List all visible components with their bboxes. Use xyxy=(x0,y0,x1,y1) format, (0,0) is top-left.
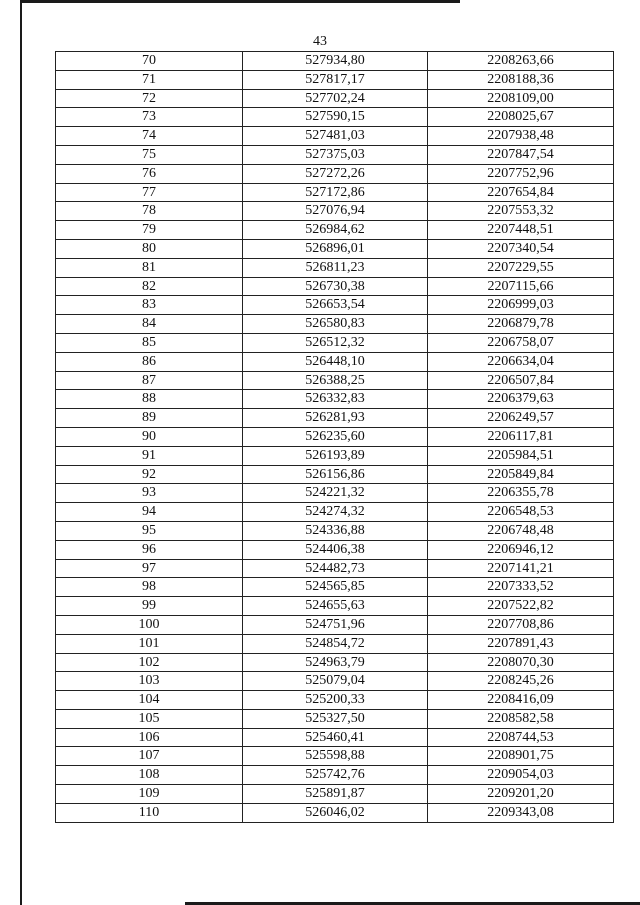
y-coordinate-cell: 2208582,58 xyxy=(428,709,614,728)
table-row xyxy=(56,183,614,202)
point-number-cell: 73 xyxy=(56,108,243,127)
table-row xyxy=(56,164,614,183)
point-number-cell: 97 xyxy=(56,559,243,578)
table-row xyxy=(56,333,614,352)
point-number-cell: 84 xyxy=(56,315,243,334)
x-coordinate-cell: 527172,86 xyxy=(243,183,428,202)
x-coordinate-cell: 524854,72 xyxy=(243,634,428,653)
y-coordinate-cell: 2206548,53 xyxy=(428,503,614,522)
x-coordinate-cell: 526448,10 xyxy=(243,352,428,371)
x-coordinate-cell: 524274,32 xyxy=(243,503,428,522)
point-number-cell: 109 xyxy=(56,785,243,804)
x-coordinate-cell: 526235,60 xyxy=(243,427,428,446)
y-coordinate-cell: 2207522,82 xyxy=(428,597,614,616)
point-number-cell: 80 xyxy=(56,239,243,258)
point-number-cell: 99 xyxy=(56,597,243,616)
y-coordinate-cell: 2207448,51 xyxy=(428,221,614,240)
x-coordinate-cell: 524482,73 xyxy=(243,559,428,578)
y-coordinate-cell: 2209201,20 xyxy=(428,785,614,804)
point-number-cell: 81 xyxy=(56,258,243,277)
table-row xyxy=(56,409,614,428)
x-coordinate-cell: 527272,26 xyxy=(243,164,428,183)
table-row xyxy=(56,521,614,540)
y-coordinate-cell: 2208188,36 xyxy=(428,70,614,89)
x-coordinate-cell: 524655,63 xyxy=(243,597,428,616)
table-row xyxy=(56,465,614,484)
x-coordinate-cell: 526156,86 xyxy=(243,465,428,484)
y-coordinate-cell: 2208245,26 xyxy=(428,672,614,691)
point-number-cell: 74 xyxy=(56,127,243,146)
point-number-cell: 71 xyxy=(56,70,243,89)
x-coordinate-cell: 526896,01 xyxy=(243,239,428,258)
x-coordinate-cell: 526984,62 xyxy=(243,221,428,240)
x-coordinate-cell: 524751,96 xyxy=(243,615,428,634)
point-number-cell: 72 xyxy=(56,89,243,108)
point-number-cell: 85 xyxy=(56,333,243,352)
point-number-cell: 77 xyxy=(56,183,243,202)
y-coordinate-cell: 2208263,66 xyxy=(428,52,614,71)
point-number-cell: 95 xyxy=(56,521,243,540)
x-coordinate-cell: 527076,94 xyxy=(243,202,428,221)
y-coordinate-cell: 2208109,00 xyxy=(428,89,614,108)
y-coordinate-cell: 2206879,78 xyxy=(428,315,614,334)
y-coordinate-cell: 2208025,67 xyxy=(428,108,614,127)
table-row xyxy=(56,70,614,89)
point-number-cell: 96 xyxy=(56,540,243,559)
x-coordinate-cell: 527817,17 xyxy=(243,70,428,89)
point-number-cell: 110 xyxy=(56,803,243,822)
y-coordinate-cell: 2207115,66 xyxy=(428,277,614,296)
x-coordinate-cell: 524565,85 xyxy=(243,578,428,597)
table-row xyxy=(56,352,614,371)
x-coordinate-cell: 526811,23 xyxy=(243,258,428,277)
point-number-cell: 86 xyxy=(56,352,243,371)
y-coordinate-cell: 2206249,57 xyxy=(428,409,614,428)
point-number-cell: 87 xyxy=(56,371,243,390)
point-number-cell: 98 xyxy=(56,578,243,597)
y-coordinate-cell: 2206748,48 xyxy=(428,521,614,540)
table-row xyxy=(56,634,614,653)
y-coordinate-cell: 2207141,21 xyxy=(428,559,614,578)
y-coordinate-cell: 2208416,09 xyxy=(428,691,614,710)
point-number-cell: 88 xyxy=(56,390,243,409)
point-number-cell: 103 xyxy=(56,672,243,691)
y-coordinate-cell: 2206946,12 xyxy=(428,540,614,559)
x-coordinate-cell: 526512,32 xyxy=(243,333,428,352)
x-coordinate-cell: 526580,83 xyxy=(243,315,428,334)
point-number-cell: 101 xyxy=(56,634,243,653)
x-coordinate-cell: 525200,33 xyxy=(243,691,428,710)
y-coordinate-cell: 2206634,04 xyxy=(428,352,614,371)
table-row xyxy=(56,766,614,785)
table-row xyxy=(56,446,614,465)
table-row xyxy=(56,390,614,409)
point-number-cell: 108 xyxy=(56,766,243,785)
y-coordinate-cell: 2208070,30 xyxy=(428,653,614,672)
table-row xyxy=(56,503,614,522)
y-coordinate-cell: 2208901,75 xyxy=(428,747,614,766)
x-coordinate-cell: 526332,83 xyxy=(243,390,428,409)
x-coordinate-cell: 527375,03 xyxy=(243,145,428,164)
table-row xyxy=(56,202,614,221)
table-row xyxy=(56,747,614,766)
table-row xyxy=(56,559,614,578)
x-coordinate-cell: 526193,89 xyxy=(243,446,428,465)
x-coordinate-cell: 524963,79 xyxy=(243,653,428,672)
point-number-cell: 102 xyxy=(56,653,243,672)
y-coordinate-cell: 2207340,54 xyxy=(428,239,614,258)
table-row xyxy=(56,709,614,728)
y-coordinate-cell: 2207938,48 xyxy=(428,127,614,146)
y-coordinate-cell: 2207333,52 xyxy=(428,578,614,597)
page-number: 43 xyxy=(313,34,327,49)
table-row xyxy=(56,691,614,710)
table-row xyxy=(56,484,614,503)
table-row xyxy=(56,315,614,334)
point-number-cell: 82 xyxy=(56,277,243,296)
y-coordinate-cell: 2206758,07 xyxy=(428,333,614,352)
table-row xyxy=(56,672,614,691)
y-coordinate-cell: 2206379,63 xyxy=(428,390,614,409)
x-coordinate-cell: 526388,25 xyxy=(243,371,428,390)
x-coordinate-cell: 526046,02 xyxy=(243,803,428,822)
table-row xyxy=(56,803,614,822)
table-row xyxy=(56,239,614,258)
table-row xyxy=(56,540,614,559)
point-number-cell: 105 xyxy=(56,709,243,728)
x-coordinate-cell: 525327,50 xyxy=(243,709,428,728)
x-coordinate-cell: 526281,93 xyxy=(243,409,428,428)
y-coordinate-cell: 2207553,32 xyxy=(428,202,614,221)
x-coordinate-cell: 525460,41 xyxy=(243,728,428,747)
x-coordinate-cell: 527702,24 xyxy=(243,89,428,108)
y-coordinate-cell: 2205849,84 xyxy=(428,465,614,484)
table-row xyxy=(56,52,614,71)
point-number-cell: 89 xyxy=(56,409,243,428)
y-coordinate-cell: 2207229,55 xyxy=(428,258,614,277)
y-coordinate-cell: 2209343,08 xyxy=(428,803,614,822)
y-coordinate-cell: 2207654,84 xyxy=(428,183,614,202)
table-row xyxy=(56,221,614,240)
point-number-cell: 104 xyxy=(56,691,243,710)
point-number-cell: 94 xyxy=(56,503,243,522)
point-number-cell: 76 xyxy=(56,164,243,183)
x-coordinate-cell: 527590,15 xyxy=(243,108,428,127)
coordinates-table xyxy=(55,51,614,823)
point-number-cell: 91 xyxy=(56,446,243,465)
x-coordinate-cell: 526730,38 xyxy=(243,277,428,296)
x-coordinate-cell: 525891,87 xyxy=(243,785,428,804)
x-coordinate-cell: 524221,32 xyxy=(243,484,428,503)
table-row xyxy=(56,597,614,616)
point-number-cell: 92 xyxy=(56,465,243,484)
x-coordinate-cell: 527481,03 xyxy=(243,127,428,146)
table-row xyxy=(56,296,614,315)
coordinates-table-body xyxy=(56,52,614,823)
table-row xyxy=(56,427,614,446)
x-coordinate-cell: 524336,88 xyxy=(243,521,428,540)
table-row xyxy=(56,89,614,108)
x-coordinate-cell: 524406,38 xyxy=(243,540,428,559)
y-coordinate-cell: 2206355,78 xyxy=(428,484,614,503)
table-row xyxy=(56,578,614,597)
table-row xyxy=(56,108,614,127)
y-coordinate-cell: 2207847,54 xyxy=(428,145,614,164)
point-number-cell: 83 xyxy=(56,296,243,315)
table-row xyxy=(56,785,614,804)
y-coordinate-cell: 2206999,03 xyxy=(428,296,614,315)
y-coordinate-cell: 2206117,81 xyxy=(428,427,614,446)
point-number-cell: 107 xyxy=(56,747,243,766)
table-row xyxy=(56,145,614,164)
point-number-cell: 75 xyxy=(56,145,243,164)
point-number-cell: 106 xyxy=(56,728,243,747)
point-number-cell: 100 xyxy=(56,615,243,634)
x-coordinate-cell: 525598,88 xyxy=(243,747,428,766)
y-coordinate-cell: 2207708,86 xyxy=(428,615,614,634)
point-number-cell: 90 xyxy=(56,427,243,446)
table-row xyxy=(56,615,614,634)
table-row xyxy=(56,277,614,296)
point-number-cell: 93 xyxy=(56,484,243,503)
y-coordinate-cell: 2207891,43 xyxy=(428,634,614,653)
y-coordinate-cell: 2207752,96 xyxy=(428,164,614,183)
table-row xyxy=(56,653,614,672)
y-coordinate-cell: 2208744,53 xyxy=(428,728,614,747)
y-coordinate-cell: 2206507,84 xyxy=(428,371,614,390)
table-row xyxy=(56,371,614,390)
point-number-cell: 70 xyxy=(56,52,243,71)
y-coordinate-cell: 2205984,51 xyxy=(428,446,614,465)
x-coordinate-cell: 525742,76 xyxy=(243,766,428,785)
x-coordinate-cell: 526653,54 xyxy=(243,296,428,315)
scan-edge-top xyxy=(20,0,460,3)
table-row xyxy=(56,127,614,146)
point-number-cell: 78 xyxy=(56,202,243,221)
point-number-cell: 79 xyxy=(56,221,243,240)
x-coordinate-cell: 527934,80 xyxy=(243,52,428,71)
table-row xyxy=(56,728,614,747)
y-coordinate-cell: 2209054,03 xyxy=(428,766,614,785)
scan-edge-left xyxy=(20,0,22,905)
x-coordinate-cell: 525079,04 xyxy=(243,672,428,691)
table-row xyxy=(56,258,614,277)
